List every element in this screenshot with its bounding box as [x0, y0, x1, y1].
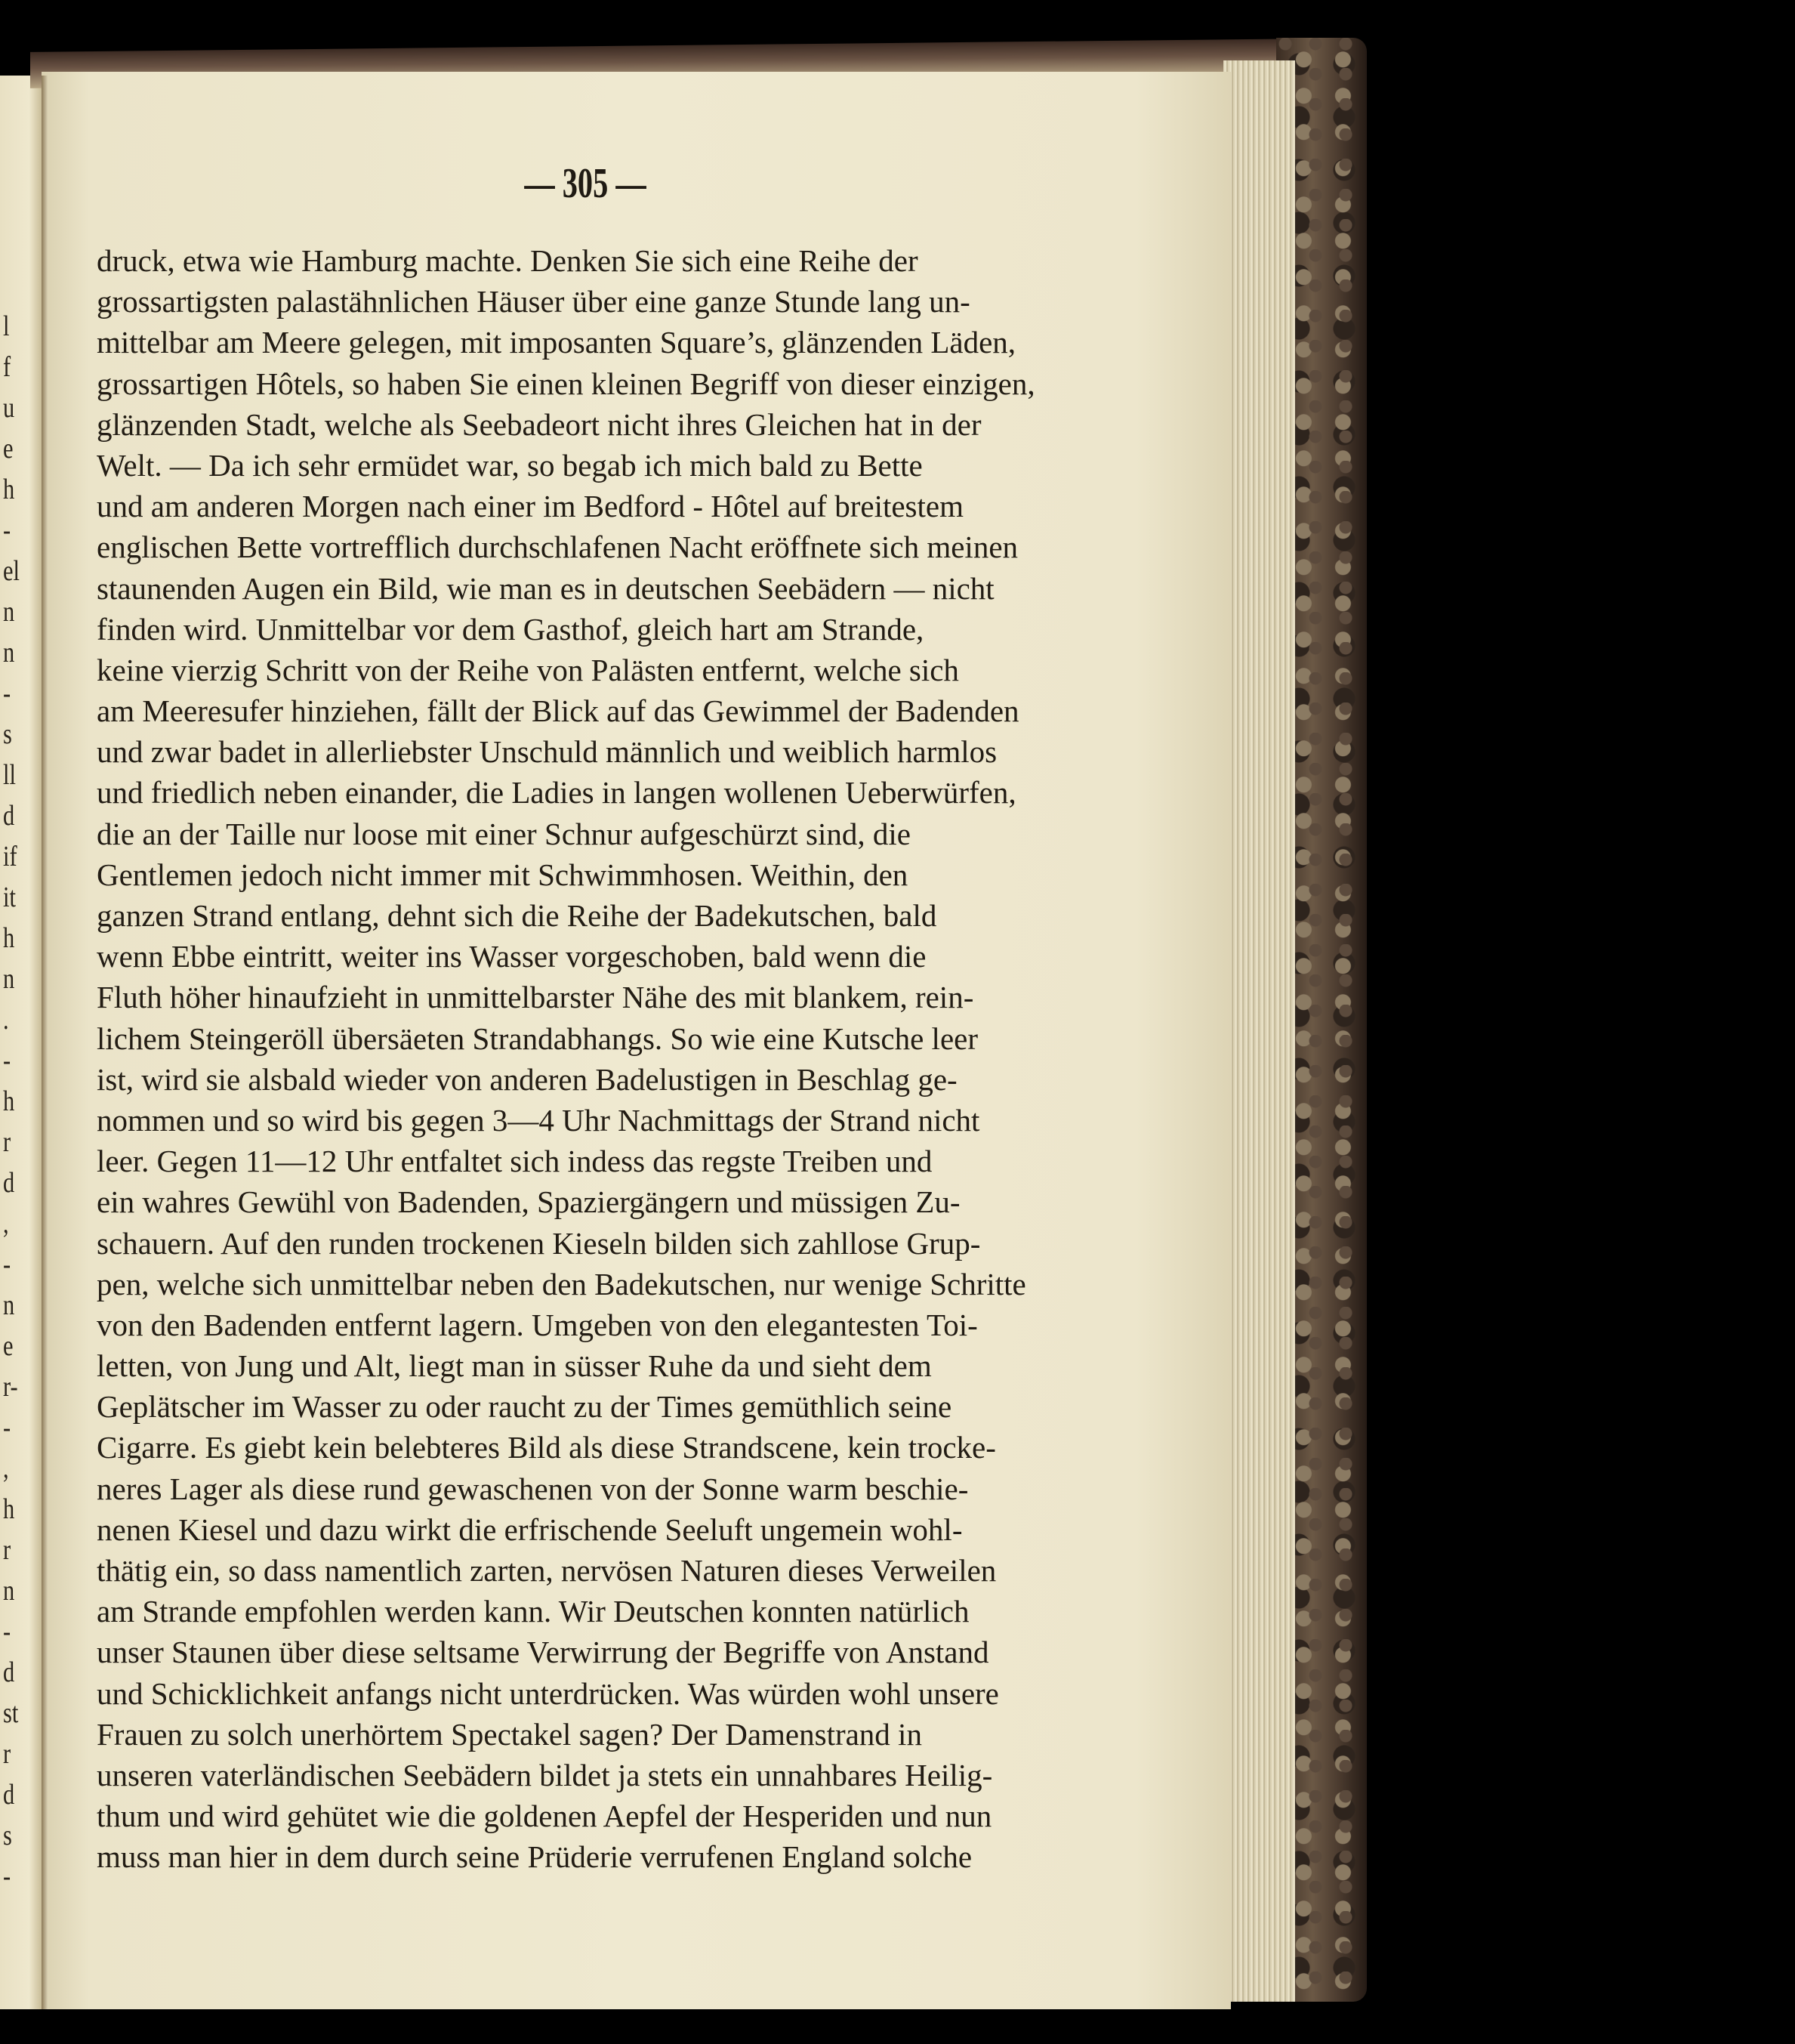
text-line-content: keine vierzig Schritt von der Reihe von Palästen entfernt, welche sich	[97, 652, 959, 687]
text-line	[97, 526, 1076, 567]
margin-fragment	[3, 1162, 39, 1203]
margin-fragment-text: -	[3, 1860, 11, 1892]
text-line	[97, 1632, 1076, 1672]
text-line	[97, 1345, 1076, 1386]
text-line-content: Fluth höher hinaufzieht in unmittelbarster Nähe des mit blankem, rein-	[97, 980, 974, 1015]
text-line-content: ist, wird sie alsbald wieder von anderen Badelustigen in Beschlag ge-	[97, 1061, 958, 1097]
text-line	[97, 814, 1076, 854]
margin-fragment-text: s	[3, 718, 12, 750]
text-line-content: ganzen Strand entlang, dehnt sich die Reihe der Badekutschen, bald	[97, 898, 937, 933]
margin-fragment	[3, 510, 39, 551]
text-line	[97, 281, 1076, 322]
text-line-content: englischen Bette vortrefflich durchschlafenen Nacht eröffnete sich meinen	[97, 530, 1019, 565]
margin-fragment-text: h	[3, 1085, 15, 1117]
margin-fragment	[3, 1570, 39, 1611]
text-line-content: am Meeresufer hinziehen, fällt der Blick auf das Gewimmel der Badenden	[97, 693, 1019, 729]
margin-fragment	[3, 428, 39, 469]
margin-fragment	[3, 1856, 39, 1897]
margin-fragment	[3, 1448, 39, 1489]
text-line	[97, 445, 1076, 486]
margin-fragment-text: s	[3, 1820, 12, 1851]
margin-fragment-text: it	[3, 882, 16, 913]
margin-fragment	[3, 1366, 39, 1407]
text-line-content: und am anderen Morgen nach einer im Bedford - Hôtel auf breitestem	[97, 489, 964, 524]
margin-fragment	[3, 387, 39, 428]
margin-fragment	[3, 1489, 39, 1530]
margin-fragment-text: r-	[3, 1371, 18, 1403]
text-line-content: leer. Gegen 11—12 Uhr entfaltet sich indess das regste Treiben und	[97, 1144, 933, 1179]
page-number	[472, 157, 699, 210]
margin-fragment-text: -	[3, 514, 11, 546]
text-line-content: pen, welche sich unmittelbar neben den Badekutschen, nur wenige Schritte	[97, 1266, 1026, 1301]
text-line-content: Cigarre. Es giebt kein belebteres Bild als diese Strandscene, kein trocke-	[97, 1430, 996, 1465]
margin-fragment	[3, 1611, 39, 1652]
text-line	[97, 1468, 1076, 1509]
text-line-content: Frauen zu solch unerhörtem Spectakel sagen? Der Damenstrand in	[97, 1716, 922, 1752]
text-line-content: mittelbar am Meere gelegen, mit imposanten Square’s, glänzenden Läden,	[97, 325, 1016, 360]
text-line	[97, 1714, 1076, 1755]
margin-fragment	[3, 1652, 39, 1693]
margin-fragment-text: d	[3, 1779, 15, 1811]
text-line	[97, 609, 1076, 650]
text-line	[97, 1509, 1076, 1550]
text-line-content: finden wird. Unmittelbar vor dem Gasthof, gleich hart am Strande,	[97, 611, 924, 647]
margin-fragment	[3, 877, 39, 918]
margin-fragment-text: n	[3, 1289, 15, 1321]
text-line-content: nommen und so wird bis gegen 3—4 Uhr Nachmittags der Strand nicht	[97, 1102, 980, 1138]
margin-fragment-text: ,	[3, 1208, 9, 1240]
text-line-content: neres Lager als diese rund gewaschenen von der Sonne warm beschie-	[97, 1471, 969, 1506]
margin-fragment-text: if	[3, 841, 17, 872]
margin-fragment-text: n	[3, 596, 15, 628]
margin-fragment-text: ll	[3, 759, 16, 791]
text-line	[97, 363, 1076, 404]
margin-fragment-text: -	[3, 678, 11, 709]
margin-fragment-text: e	[3, 1330, 14, 1362]
previous-page-line-endings	[3, 306, 39, 1897]
text-line	[97, 772, 1076, 813]
text-line-content: Gentlemen jedoch nicht immer mit Schwimmhosen. Weithin, den	[97, 857, 908, 892]
text-line-content: thum und wird gehütet wie die goldenen Aepfel der Hesperiden und nun	[97, 1799, 992, 1834]
margin-fragment	[3, 959, 39, 999]
margin-fragment	[3, 469, 39, 510]
text-line-content: glänzenden Stadt, welche als Seebadeort nicht ihres Gleichen hat in der	[97, 406, 982, 442]
margin-fragment	[3, 1530, 39, 1570]
margin-fragment-text: h	[3, 474, 15, 505]
text-line-content: die an der Taille nur loose mit einer Schnur aufgeschürzt sind, die	[97, 816, 911, 851]
text-line-content: druck, etwa wie Hamburg machte. Denken Sie sich eine Reihe der	[97, 243, 918, 278]
text-line	[97, 895, 1076, 936]
text-line	[97, 1059, 1076, 1100]
margin-fragment	[3, 755, 39, 795]
text-line	[97, 1673, 1076, 1714]
margin-fragment-text: n	[3, 1575, 15, 1607]
text-line	[97, 1550, 1076, 1591]
margin-fragment-text: l	[3, 310, 10, 342]
margin-fragment	[3, 1285, 39, 1326]
binding-gutter	[42, 76, 48, 2009]
margin-fragment	[3, 999, 39, 1040]
text-line	[97, 1427, 1076, 1468]
text-line-content: schauern. Auf den runden trockenen Kieseln bilden sich zahllose Grup-	[97, 1225, 981, 1261]
margin-fragment-text: .	[3, 1004, 9, 1036]
text-line	[97, 1305, 1076, 1345]
text-line-content: unseren vaterländischen Seebädern bildet ja stets ein unnahbares Heilig-	[97, 1757, 993, 1792]
margin-fragment	[3, 1122, 39, 1162]
text-line	[97, 1141, 1076, 1181]
text-line	[97, 936, 1076, 977]
page-number-text: — 305 —	[524, 160, 646, 207]
margin-fragment-text: h	[3, 922, 15, 954]
margin-fragment	[3, 1407, 39, 1448]
text-line-content: von den Badenden entfernt lagern. Umgeben von den elegantesten Toi-	[97, 1307, 978, 1342]
margin-fragment-text: r	[3, 1126, 11, 1158]
text-line	[97, 1100, 1076, 1141]
margin-fragment-text: st	[3, 1697, 19, 1729]
margin-fragment-text: -	[3, 1616, 11, 1647]
margin-fragment	[3, 1734, 39, 1774]
text-line-content: grossartigsten palastähnlichen Häuser über eine ganze Stunde lang un-	[97, 284, 970, 320]
margin-fragment-text: -	[3, 1412, 11, 1443]
margin-fragment	[3, 591, 39, 632]
text-line	[97, 690, 1076, 731]
text-line-content: am Strande empfohlen werden kann. Wir Deutschen konnten natürlich	[97, 1594, 970, 1629]
text-line-content: muss man hier in dem durch seine Prüderie verrufenen England solche	[97, 1839, 973, 1875]
margin-fragment	[3, 1774, 39, 1815]
margin-fragment	[3, 673, 39, 714]
text-line	[97, 731, 1076, 772]
text-line-content: Welt. — Da ich sehr ermüdet war, so begab ich mich bald zu Bette	[97, 447, 923, 483]
text-line	[97, 1264, 1076, 1305]
margin-fragment-text: n	[3, 637, 15, 668]
margin-fragment	[3, 1326, 39, 1366]
text-line-content: staunenden Augen ein Bild, wie man es in deutschen Seebädern — nicht	[97, 570, 995, 606]
margin-fragment	[3, 836, 39, 877]
margin-fragment-text: e	[3, 433, 14, 465]
margin-fragment	[3, 347, 39, 387]
margin-fragment	[3, 1040, 39, 1081]
text-line-content: lichem Steingeröll übersäeten Strandabhangs. So wie eine Kutsche leer	[97, 1020, 978, 1056]
text-line	[97, 568, 1076, 609]
margin-fragment-text: n	[3, 963, 15, 995]
text-line-content: thätig ein, so dass namentlich zarten, nervösen Naturen dieses Verweilen	[97, 1553, 997, 1588]
margin-fragment-text: d	[3, 1657, 15, 1688]
text-line	[97, 1795, 1076, 1836]
text-line-content: unser Staunen über diese seltsame Verwirrung der Begriffe von Anstand	[97, 1635, 989, 1670]
margin-fragment	[3, 632, 39, 673]
text-line	[97, 1755, 1076, 1795]
previous-page-edge	[0, 76, 42, 2009]
text-line	[97, 1836, 1076, 1877]
text-line-content: und Schicklichkeit anfangs nicht unterdrücken. Was würden wohl unsere	[97, 1675, 999, 1711]
margin-fragment-text: r	[3, 1738, 11, 1770]
text-line-content: ein wahres Gewühl von Badenden, Spaziergängern und müssigen Zu-	[97, 1184, 961, 1220]
margin-fragment-text: ,	[3, 1453, 9, 1484]
text-line	[97, 977, 1076, 1017]
margin-fragment	[3, 1244, 39, 1285]
text-line	[97, 404, 1076, 445]
text-line	[97, 486, 1076, 526]
text-line	[97, 1591, 1076, 1632]
margin-fragment-text: r	[3, 1534, 11, 1566]
margin-fragment	[3, 1693, 39, 1734]
margin-fragment	[3, 551, 39, 591]
page-stack-edge	[1223, 60, 1295, 2002]
text-line-content: und zwar badet in allerliebster Unschuld männlich und weiblich harmlos	[97, 734, 998, 770]
margin-fragment-text: -	[3, 1249, 11, 1280]
text-line	[97, 1018, 1076, 1059]
text-line	[97, 650, 1076, 690]
margin-fragment	[3, 1815, 39, 1856]
margin-fragment-text: h	[3, 1493, 15, 1525]
text-line	[97, 1181, 1076, 1222]
text-line-content: letten, von Jung und Alt, liegt man in süsser Ruhe da und sieht dem	[97, 1348, 932, 1384]
margin-fragment	[3, 918, 39, 959]
margin-fragment-text: -	[3, 1045, 11, 1076]
text-line	[97, 1223, 1076, 1264]
text-line	[97, 1386, 1076, 1427]
text-line	[97, 240, 1076, 281]
body-text	[97, 240, 1076, 1878]
text-line-content: nenen Kiesel und dazu wirkt die erfrischende Seeluft ungemein wohl-	[97, 1511, 963, 1547]
margin-fragment-text: d	[3, 800, 15, 832]
margin-fragment	[3, 306, 39, 347]
margin-fragment	[3, 714, 39, 755]
text-line-content: und friedlich neben einander, die Ladies in langen wollenen Ueberwürfen,	[97, 775, 1016, 810]
text-line-content: wenn Ebbe eintritt, weiter ins Wasser vorgeschoben, bald wenn die	[97, 939, 927, 974]
text-line-content: grossartigen Hôtels, so haben Sie einen kleinen Begriff von dieser einzigen,	[97, 366, 1035, 401]
margin-fragment-text: d	[3, 1167, 15, 1199]
margin-fragment	[3, 1203, 39, 1244]
text-line-content: Geplätscher im Wasser zu oder raucht zu der Times gemüthlich seine	[97, 1389, 952, 1425]
margin-fragment	[3, 1081, 39, 1122]
margin-fragment-text: f	[3, 351, 11, 383]
text-line	[97, 322, 1076, 363]
margin-fragment	[3, 795, 39, 836]
margin-fragment-text: u	[3, 392, 15, 424]
text-line	[97, 854, 1076, 895]
margin-fragment-text: el	[3, 555, 20, 587]
